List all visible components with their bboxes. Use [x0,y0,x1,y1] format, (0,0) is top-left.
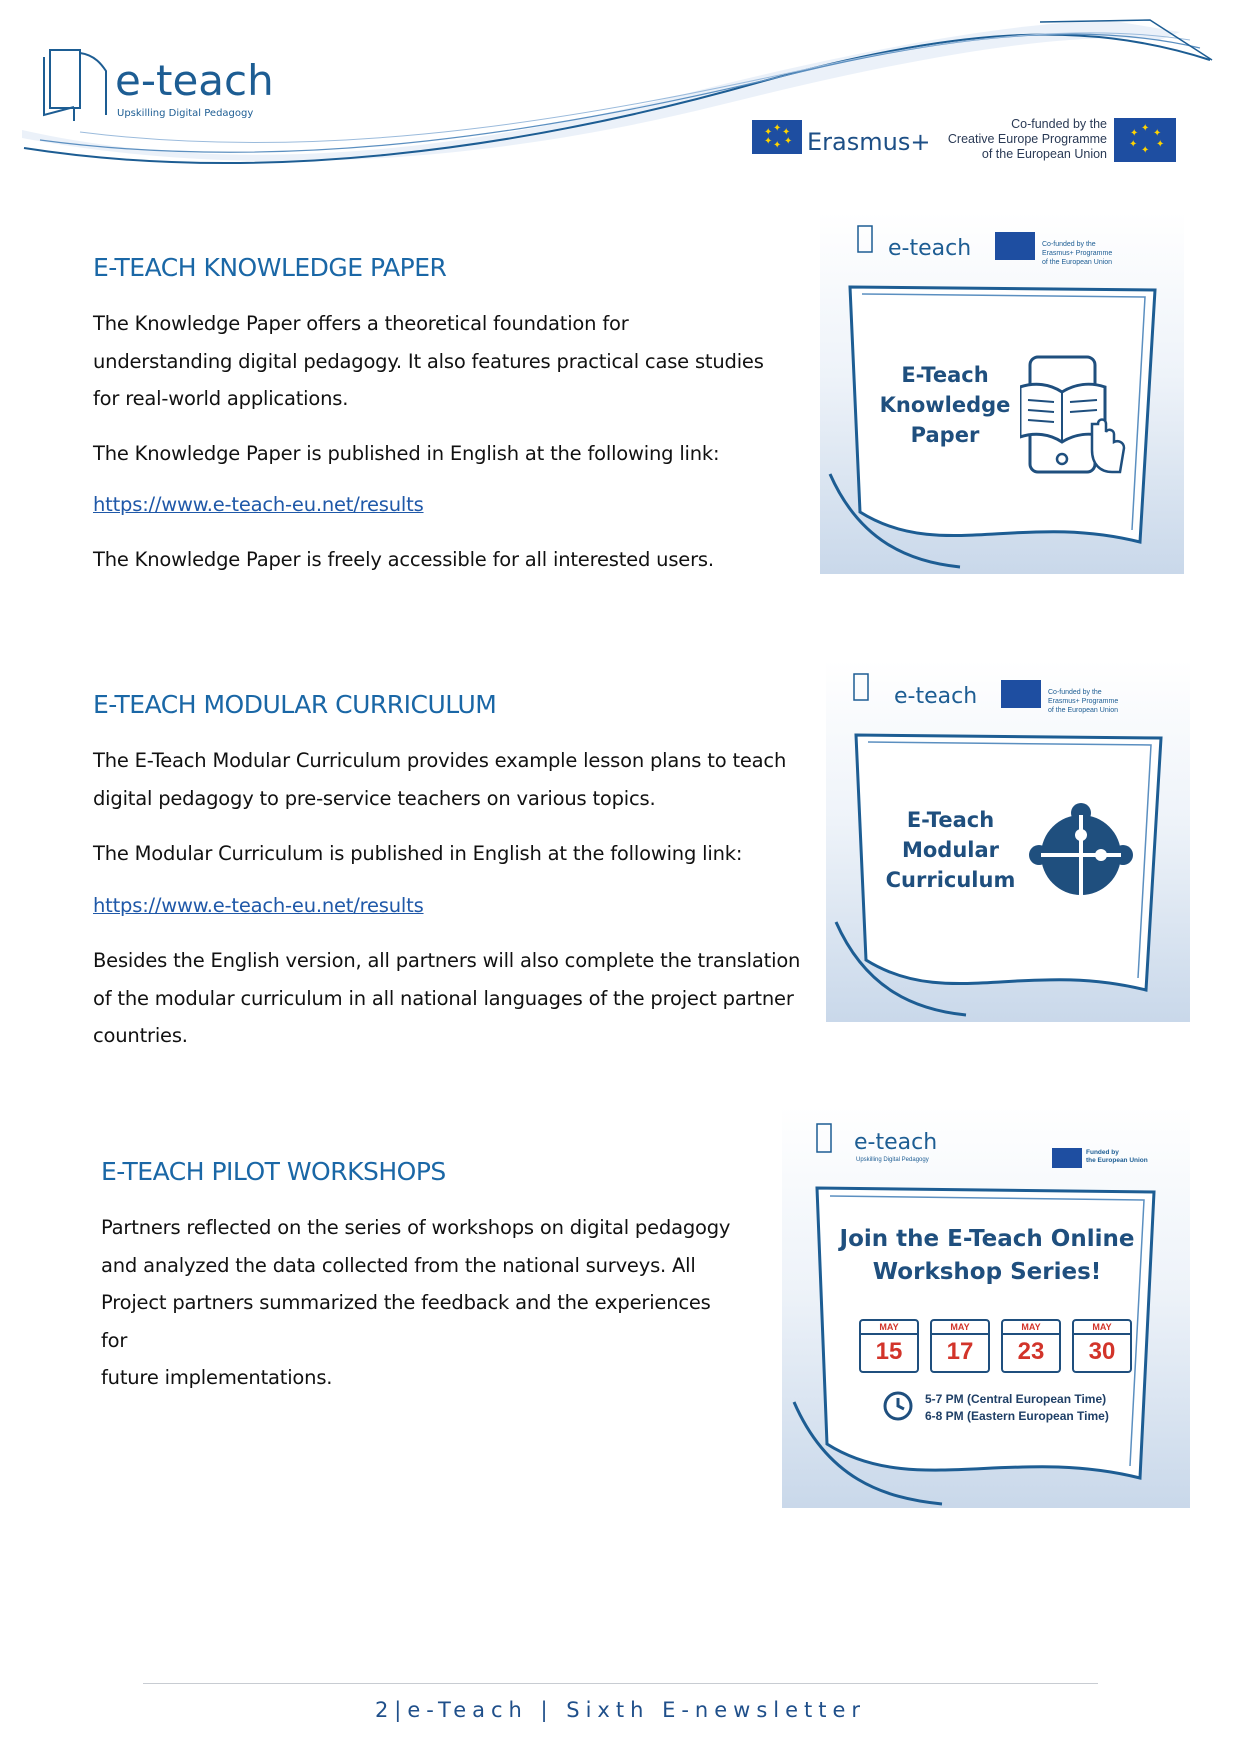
funding-line: Co-funded by the [1048,689,1102,696]
funding-line: the European Union [1086,1157,1148,1164]
calendar-date [859,1319,919,1373]
cofunded-line: of the European Union [981,147,1107,161]
paragraph-line: The Knowledge Paper offers a theoretical foundation for [93,312,629,335]
calendar-date [1001,1319,1061,1373]
paragraph-line: Partners reflected on the series of workshops on digital pedagogy [101,1216,731,1239]
eu-flag-icon: ✦ ✦ ✦ ✦ ✦ ✦ [1114,118,1176,162]
paragraph-line: The E-Teach Modular Curriculum provides example lesson plans to teach [93,749,787,772]
footer-text: 2|e-Teach | Sixth E-newsletter [374,1698,867,1722]
calendar-date [930,1319,990,1373]
closing-text [93,942,813,1055]
calendar-month: MAY [861,1321,917,1335]
cofunded-line: Co-funded by the [1011,117,1107,131]
paragraph-line: Project partners summarized the feedback and the experiences for [101,1291,711,1352]
erasmus-label: Erasmus+ [807,128,931,156]
results-link[interactable]: https://www.e-teach-eu.net/results [93,493,424,516]
paragraph-line: for real-world applications. [93,387,349,410]
closing-line: countries. [93,1024,188,1047]
clock-icon [882,1390,914,1422]
calendar-month: MAY [932,1321,988,1335]
card-title [875,360,1015,450]
published-text: The Knowledge Paper is published in English at the following link: [93,442,720,465]
workshop-time: 5-7 PM (Central European Time) [925,1392,1107,1406]
paragraph-line: and analyzed the data collected from the national surveys. All [101,1253,696,1277]
calendar-day: 30 [1088,1338,1116,1365]
closing-line: of the modular curriculum in all national languages of the project partner [93,986,794,1010]
closing-text: The Knowledge Paper is freely accessible for all interested users. [93,548,714,571]
card-title-line: Modular [901,838,1000,862]
book-tablet-icon [1020,352,1130,482]
calendar-day: 23 [1017,1338,1045,1365]
funding-line: of the European Union [1048,707,1119,714]
card-logo-tagline: Upskilling Digital Pedagogy [856,1157,929,1163]
card-title-line: E-Teach [906,808,995,832]
card-title [878,805,1023,895]
eu-flag-icon: ✦ ✦ ✦ ✦ ✦ ✦ [752,120,802,154]
workshop-time: 6-8 PM (Eastern European Time) [925,1409,1109,1423]
card-title-line: Knowledge [879,393,1011,417]
calendar-month: MAY [1074,1321,1130,1335]
section-paragraph [93,742,813,817]
calendar-day: 17 [946,1338,974,1365]
paragraph-line: understanding digital pedagogy. It also features practical case studies [93,349,764,373]
funding-line: Erasmus+ Programme [1048,698,1119,705]
puzzle-icon [1026,800,1136,910]
card-logo-name: e-teach [854,1130,938,1155]
funding-line: Erasmus+ Programme [1042,250,1113,257]
e-teach-logo-icon [40,45,112,123]
paragraph-line: future implementations. [101,1366,333,1389]
card-title-line: Curriculum [885,868,1016,892]
card-logo-name: e-teach [888,236,972,261]
calendar-day: 15 [875,1338,903,1365]
logo-name: e-teach [115,56,274,105]
closing-line: Besides the English version, all partners will also complete the translation [93,949,801,972]
funding-line: of the European Union [1042,259,1113,266]
funding-line: Funded by [1086,1149,1119,1156]
logo-tagline: Upskilling Digital Pedagogy [117,108,254,119]
published-text: The Modular Curriculum is published in English at the following link: [93,842,743,865]
calendar-month: MAY [1003,1321,1059,1335]
card-funding-text [1042,240,1112,267]
card-title-line: E-Teach [901,363,989,387]
section-paragraph [93,305,793,418]
card-title-line: Join the E-Teach Online [839,1226,1135,1252]
calendar-date [1072,1319,1132,1373]
card-title-line: Workshop Series! [872,1259,1102,1285]
paragraph-line: digital pedagogy to pre-service teachers on various topics. [93,786,656,810]
funding-line: Co-funded by the [1042,241,1096,248]
cofunded-line: Creative Europe Programme [947,132,1107,146]
section-title: E-TEACH PILOT WORKSHOPS [101,1157,446,1186]
workshop-times [925,1391,1109,1425]
card-title-line: Paper [910,423,980,447]
card-title [832,1223,1142,1289]
knowledge-paper-card [820,212,1184,574]
section-title: E-TEACH MODULAR CURRICULUM [93,690,497,719]
section-paragraph [101,1209,741,1397]
results-link[interactable]: https://www.e-teach-eu.net/results [93,894,424,917]
modular-curriculum-card [826,660,1190,1022]
card-funding-text [1048,688,1118,715]
section-title: E-TEACH KNOWLEDGE PAPER [93,253,447,282]
workshop-series-card [782,1106,1190,1508]
footer-divider [143,1683,1098,1684]
cofunded-text [925,117,1107,162]
card-funding-text [1086,1149,1148,1165]
card-logo-name: e-teach [894,684,978,709]
